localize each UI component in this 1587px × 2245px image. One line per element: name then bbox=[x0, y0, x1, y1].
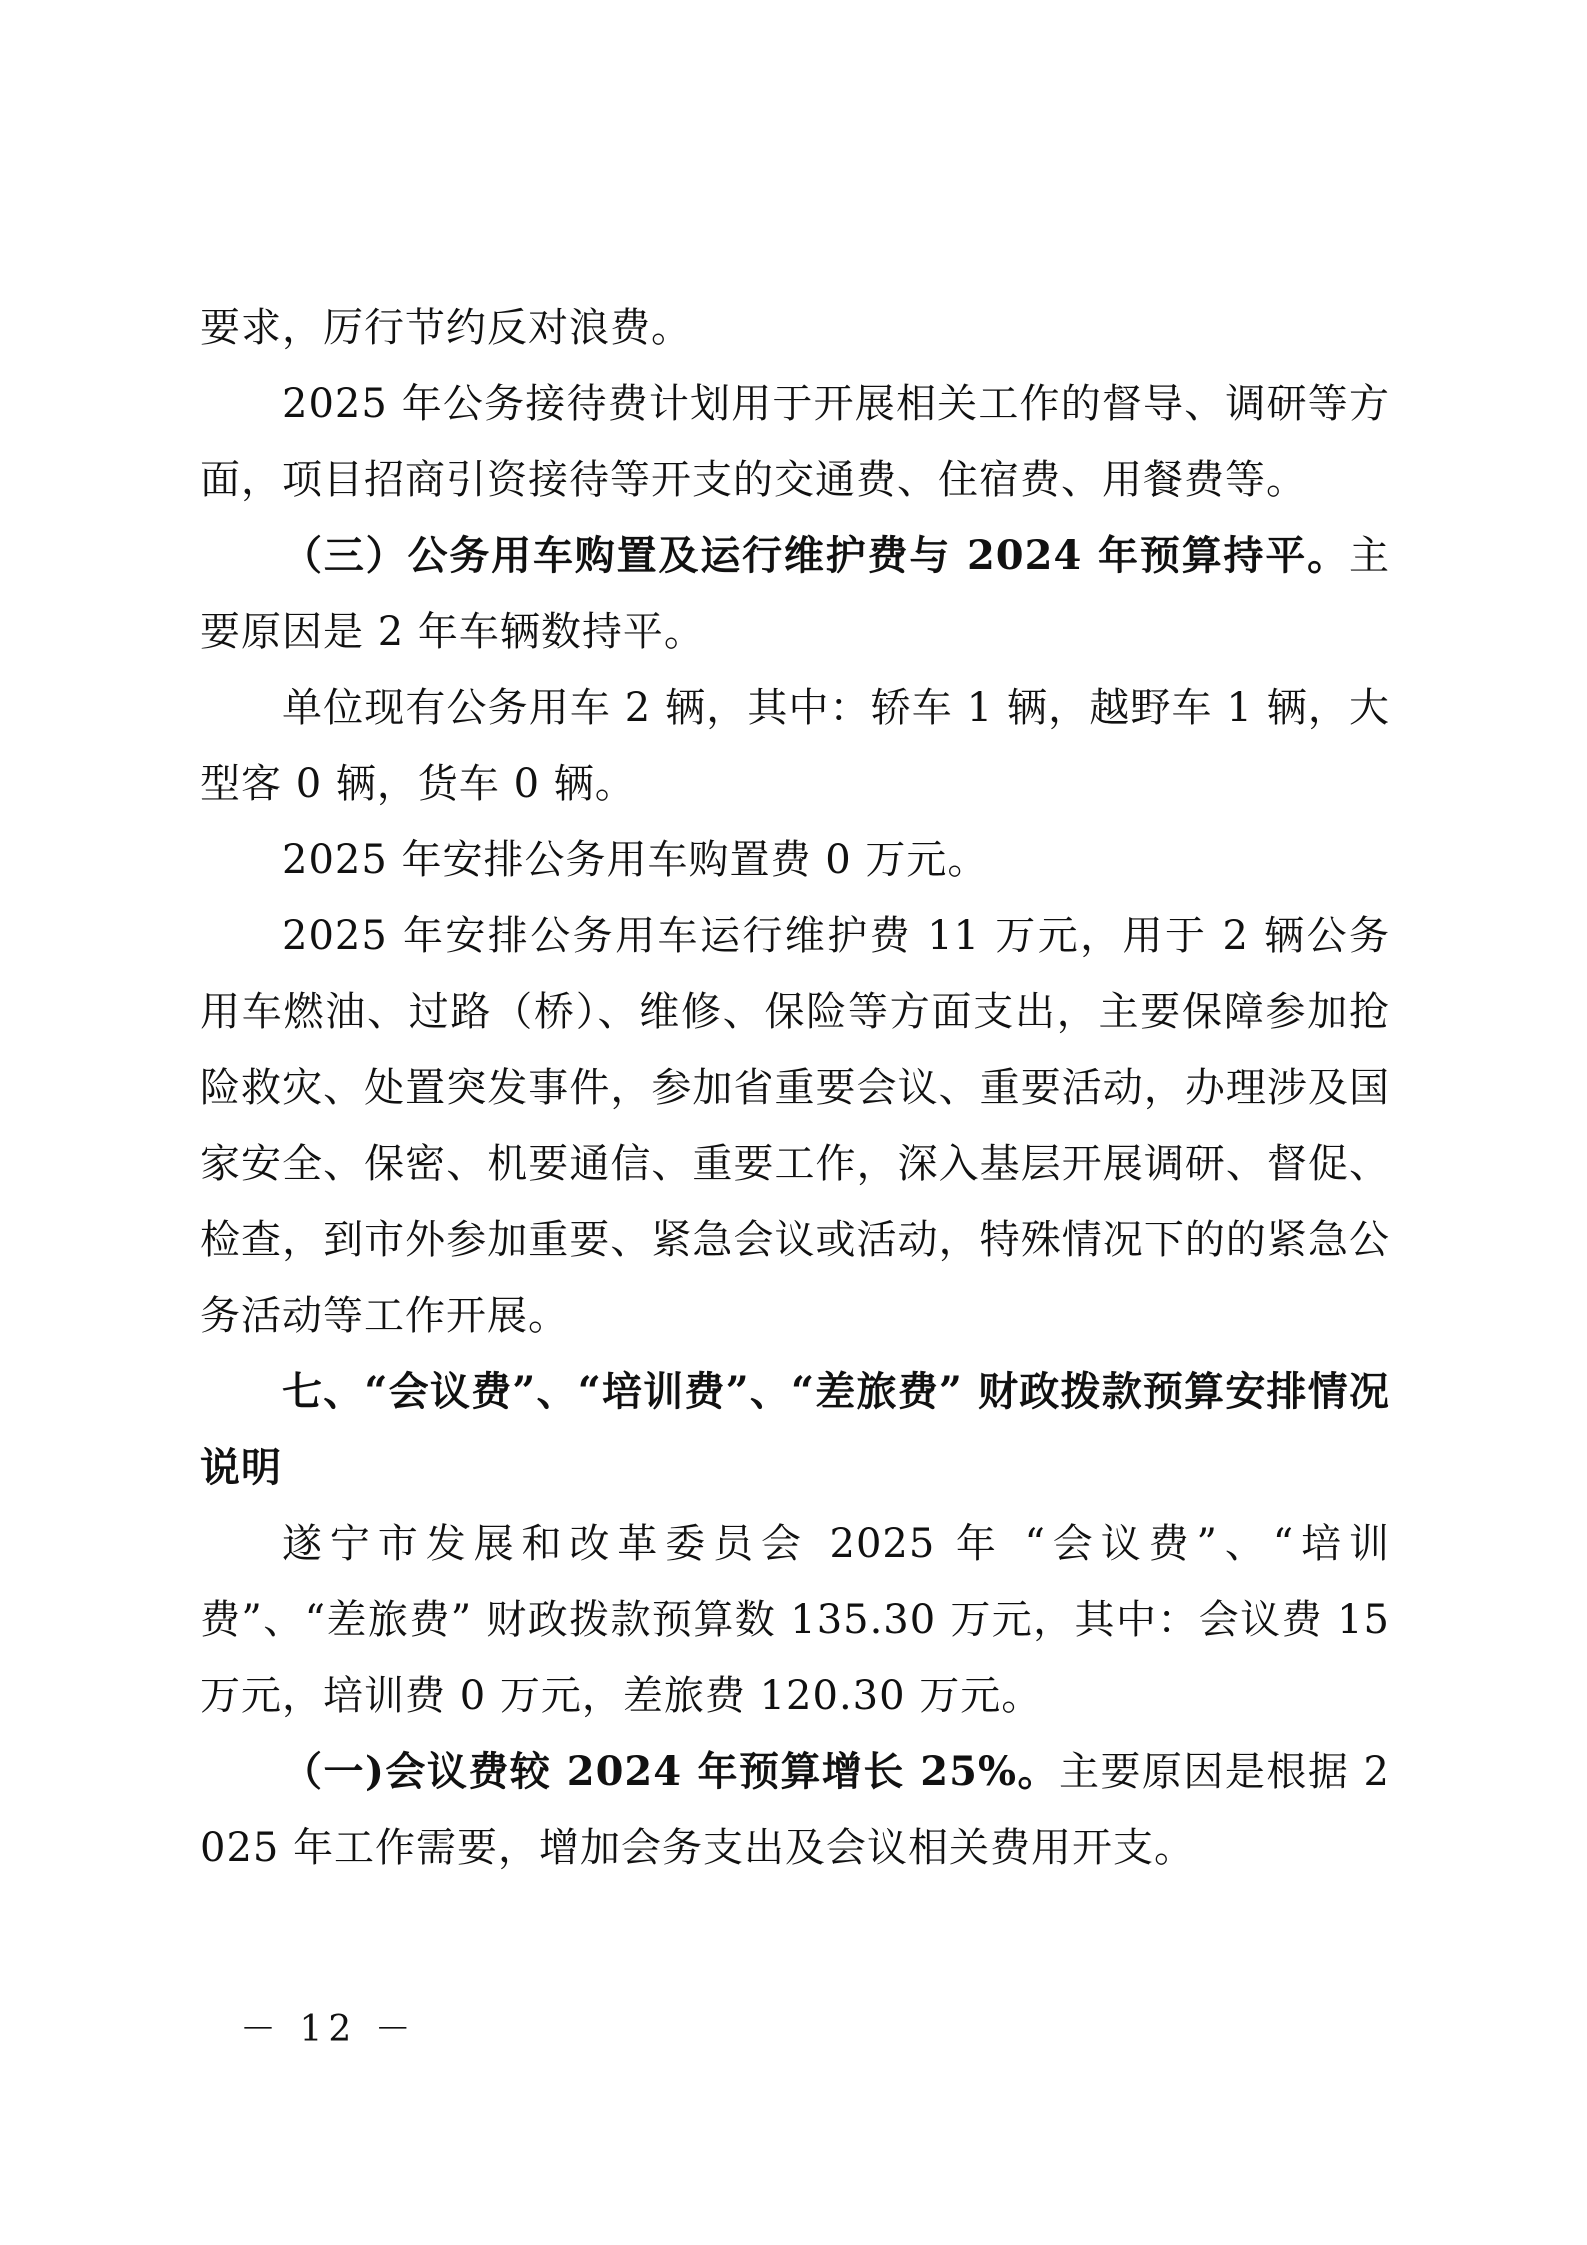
paragraph-vehicle-count: 单位现有公务用车 2 辆，其中：轿车 1 辆，越野车 1 辆，大型客 0 辆，货车 0 辆。 bbox=[200, 685, 1390, 807]
subheading-vehicle-budget: （三）公务用车购置及运行维护费与 2024 年预算持平。 bbox=[282, 532, 1349, 579]
document-body bbox=[200, 290, 1390, 1886]
page-number: － 12 － bbox=[240, 2009, 417, 2050]
paragraph-vehicle-purchase: 2025 年安排公务用车购置费 0 万元。 bbox=[282, 837, 989, 883]
meeting-fee-reason: 主要原因是根据 2025 年工作需要，增加会务支出及会议相关费用开支。 bbox=[200, 1749, 1390, 1871]
paragraph-vehicle-budget bbox=[200, 518, 1390, 670]
paragraph-meeting-training-travel: 遂宁市发展和改革委员会 2025 年 “会议费”、“培训费”、“差旅费” 财政拨款预算数 135.30 万元，其中：会议费 15 万元，培训费 0 万元，差旅费 120.30 万元。 bbox=[200, 1521, 1390, 1719]
paragraph-vehicle-maintenance: 2025 年安排公务用车运行维护费 11 万元，用于 2 辆公务用车燃油、过路（桥）、维修、保险等方面支出，主要保障参加抢险救灾、处置突发事件，参加省重要会议、重要活动，办理涉及国家安全、保密、机要通信、重要工作，深入基层开展调研、督促、检查，到市外参加重要、紧急会议或活动，特殊情况下的的紧急公务活动等工作开展。 bbox=[200, 913, 1390, 1339]
paragraph-continuation: 要求，厉行节约反对浪费。 bbox=[200, 305, 692, 351]
paragraph-meeting-fee bbox=[200, 1734, 1390, 1886]
section-heading-7: 七、“会议费”、“培训费”、“差旅费” 财政拨款预算安排情况说明 bbox=[200, 1368, 1390, 1491]
paragraph-reception-plan: 2025 年公务接待费计划用于开展相关工作的督导、调研等方面，项目招商引资接待等开支的交通费、住宿费、用餐费等。 bbox=[200, 381, 1390, 503]
subheading-meeting-fee: （一)会议费较 2024 年预算增长 25%。 bbox=[282, 1748, 1059, 1795]
vehicle-budget-reason: 主要原因是 2 年车辆数持平。 bbox=[200, 533, 1390, 655]
